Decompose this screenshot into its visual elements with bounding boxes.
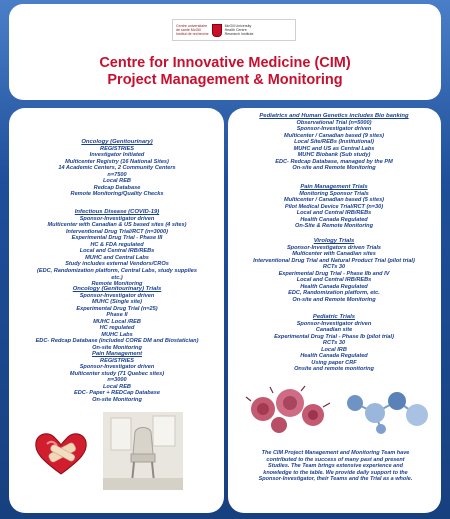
section-line: n=3000 <box>107 377 127 384</box>
section-heading: Pediatrics and Human Genetics includes Bio banking <box>259 113 409 119</box>
clinic-room-image <box>103 412 183 490</box>
section-line: Health Canada Regulated <box>300 283 368 290</box>
section-line: Multicenter with Canadian sites <box>292 251 376 258</box>
section-line: Experimental Drug Trial (n=25) <box>76 305 158 312</box>
section-line: MUHC and US as Central Labs <box>293 145 375 152</box>
section-line: Local and Central IRB/REBs <box>296 210 372 217</box>
section-line: etc.) <box>111 274 123 281</box>
section-heading: Oncology (Genitourinary) <box>81 139 153 145</box>
section-line: MUHC Biobank (Sub study) <box>297 152 371 159</box>
blood-cells-image <box>243 383 336 437</box>
page-title <box>9 55 441 89</box>
section-heading: Pediatric Trials <box>312 314 356 320</box>
section-line: Redcap Database <box>93 184 141 191</box>
section-line: Interventional Drug Trial and Natural Product Trial (pilot trial) <box>253 257 415 264</box>
footer-line: The CIM Project Management and Monitoring Team have <box>261 450 410 456</box>
section-line: Local and Central IRB/REBs <box>296 277 372 284</box>
study-section <box>12 286 222 352</box>
study-section <box>230 238 438 304</box>
section-heading: Oncology (Genitourinary) Trials <box>72 286 162 292</box>
logo-right-line: McGill University <box>224 23 252 28</box>
section-line: n=7500 <box>107 171 127 178</box>
section-line: EDC, Randomization platform, etc. <box>288 290 380 297</box>
logo-left-line: Centre universitaire <box>176 23 208 28</box>
section-line: Local Site/REBs (Institutional) <box>294 139 374 146</box>
footer-line: Studies. The Team brings extensive experience and <box>268 463 403 470</box>
molecules-image <box>341 385 434 435</box>
section-line: Health Canada Regulated <box>300 216 368 223</box>
section-line: Experimental Drug Trial - Phase III <box>71 235 163 242</box>
section-line: Observational Trial (n=5000) <box>296 119 372 126</box>
section-line: Phase II <box>106 312 128 319</box>
footer-line: contributed to the success of many past and present <box>266 456 405 463</box>
section-line: Remote Monitoring <box>91 281 143 288</box>
section-line: HC regulated <box>99 325 135 332</box>
footer-line: knowledge to the table. We provide daily support to the <box>263 469 408 476</box>
section-line: Monitoring Sponsor Trials <box>299 190 369 197</box>
logo-left-line: de santé McGill <box>176 27 201 32</box>
section-line: EDC- Redcap Database, managed by the PM <box>275 158 393 165</box>
section-line: 14 Academic Centers, 2 Community Centers <box>58 165 176 172</box>
section-line: MUHC and Central Labs <box>85 254 149 261</box>
section-line: Sponsor-Investigators driven Trials <box>286 244 382 251</box>
section-line: Local REB <box>103 178 131 185</box>
section-line: Onsite and remote monitoring <box>294 366 374 373</box>
section-line: On-Site & Remote Monitoring <box>295 223 373 230</box>
section-line: Canadian site <box>315 327 353 334</box>
logo-right-line: Research Institute <box>224 32 254 37</box>
section-heading: Pain Management Trials <box>300 184 368 190</box>
section-line: Using paper CRF <box>311 359 357 366</box>
section-line: REGISTRIES <box>100 145 134 152</box>
footer-line: Sponsor-Investigator, their Teams and the Trial as a whole. <box>258 476 413 483</box>
study-section <box>12 139 222 198</box>
logo-right-line: Health Centre <box>224 27 247 32</box>
section-line: Pilot Medical Device Trial/RCT (n=30) <box>284 203 384 210</box>
section-line: Multicenter study (71 Quebec sites) <box>69 370 165 377</box>
section-line: (EDC, Randomization platform, Central Labs, study supplies <box>36 267 198 274</box>
section-line: MUHC Local /REB <box>93 318 141 325</box>
section-line: Experimental Drug Trial - Phase Ib (pilot trial) <box>274 333 394 340</box>
section-line: HC & FDA regulated <box>90 241 144 248</box>
study-section <box>12 351 222 403</box>
section-line: MUHC Labs <box>101 331 133 338</box>
study-section <box>230 113 438 172</box>
section-line: On-site Monitoring <box>92 396 142 403</box>
section-line: Local IRB <box>321 346 347 353</box>
study-section <box>230 314 438 373</box>
logo-left-text <box>176 24 209 37</box>
section-line: Study includes external Vendors/CROs <box>65 261 169 268</box>
bandaged-heart-image <box>32 430 90 478</box>
section-line: Investigator Initiated <box>89 152 145 159</box>
section-line: Local REB <box>103 383 131 390</box>
section-line: REGISTRIES <box>100 357 134 364</box>
section-line: Sponsor-Investigator driven <box>296 320 372 327</box>
study-section <box>12 209 222 288</box>
institution-logo <box>172 19 296 41</box>
section-line: Multicenter / Canadian based (9 sites) <box>283 132 385 139</box>
section-line: Interventional Drug Trial/RCT (n=3000) <box>65 228 168 235</box>
section-line: Local and Central IRB/REBs <box>79 248 155 255</box>
section-heading: Infectious Disease (COVID-19) <box>74 209 160 215</box>
section-line: Sponsor-Investigator driven <box>79 292 155 299</box>
section-line: Multicenter / Canadian based (5 sites) <box>283 197 385 204</box>
title-line-1: Centre for Innovative Medicine (CIM) <box>99 55 351 71</box>
section-line: EDC- Redcap Database (included CORE DM and Biostatician) <box>35 338 199 345</box>
section-line: Sponsor-Investigator driven <box>79 364 155 371</box>
section-line: RCTs 30 <box>322 264 346 271</box>
footer-statement <box>236 450 435 483</box>
crest-icon <box>212 24 222 37</box>
section-line: Sponsor-Investigator driven <box>79 215 155 222</box>
section-line: MUHC (Single site) <box>91 299 143 306</box>
section-line: On-site and Remote Monitoring <box>292 296 376 303</box>
title-line-2: Project Management & Monitoring <box>107 72 343 88</box>
section-line: EDC- Paper + REDCap Database <box>74 390 160 397</box>
section-line: Experimental Drug Trial - Phase IIb and IV <box>278 270 390 277</box>
section-line: Sponsor-Investigator driven <box>296 126 372 133</box>
study-section <box>230 184 438 230</box>
logo-left-line: Institut de recherche <box>176 32 209 37</box>
section-line: Multicenter with Canadian & US based sites (4 sites) <box>47 222 187 229</box>
section-line: Health Canada Regulated <box>300 353 368 360</box>
logo-right-text <box>225 24 254 37</box>
section-heading: Pain Management <box>91 351 143 357</box>
section-line: On-site Monitoring <box>92 344 142 351</box>
section-line: RCTs 30 <box>322 340 346 347</box>
section-line: Multicenter Registry (16 National Sites) <box>65 158 169 165</box>
section-line: Remote Monitoring/Quality Checks <box>70 191 164 198</box>
section-heading: Virology Trials <box>313 238 355 244</box>
section-line: On-site and Remote Monitoring <box>292 165 376 172</box>
header-panel <box>9 4 441 100</box>
